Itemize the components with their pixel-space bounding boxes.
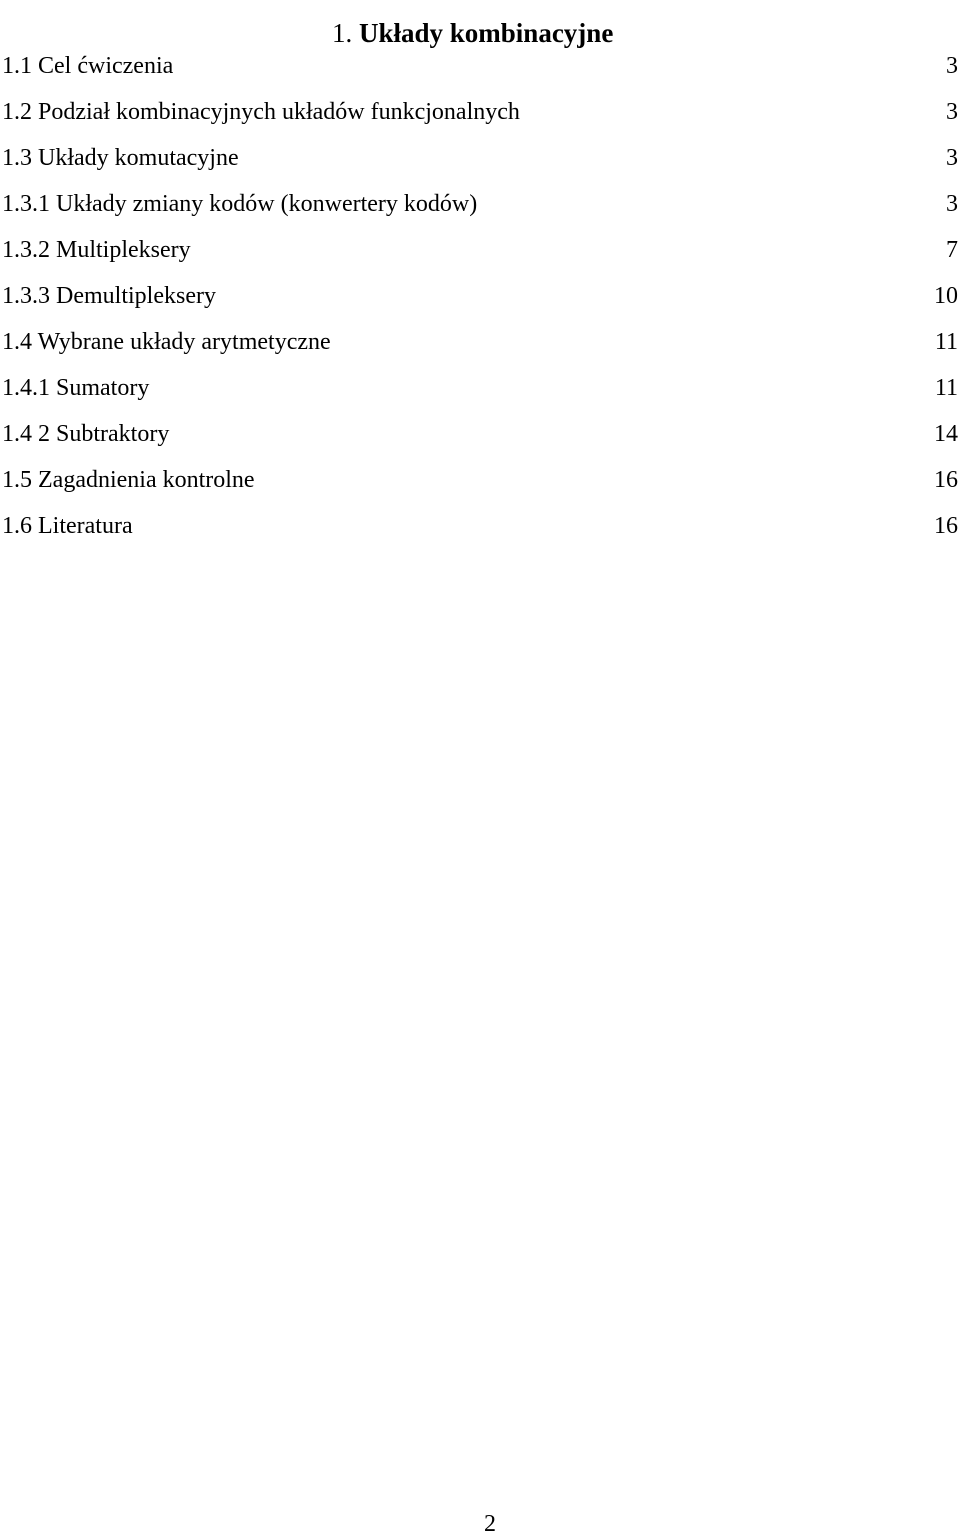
toc-entry[interactable] [2,326,958,372]
toc-entry[interactable] [2,50,958,96]
toc-entry[interactable] [2,280,958,326]
toc-entry-page: 16 [934,513,958,539]
toc-entry[interactable] [2,142,958,188]
toc-entry[interactable] [2,418,958,464]
toc-entry-label: 1.4 2 Subtraktory [2,421,170,447]
chapter-title-text: Układy kombinacyjne [359,18,614,49]
table-of-contents [2,50,958,556]
toc-entry-page: 3 [946,145,958,171]
toc-entry[interactable] [2,510,958,556]
toc-entry-label: 1.1 Cel ćwiczenia [2,53,174,79]
toc-entry-page: 3 [946,191,958,217]
toc-entry-page: 3 [946,99,958,125]
toc-entry[interactable] [2,234,958,280]
toc-entry-label: 1.2 Podział kombinacyjnych układów funkcjonalnych [2,99,520,125]
toc-entry-label: 1.4.1 Sumatory [2,375,150,401]
toc-entry-page: 7 [946,237,958,263]
toc-entry-label: 1.4 Wybrane układy arytmetyczne [2,329,331,355]
toc-entry-page: 11 [934,329,958,355]
toc-entry-page: 11 [934,375,958,401]
toc-entry[interactable] [2,96,958,142]
toc-entry-page: 3 [946,53,958,79]
toc-entry-label: 1.6 Literatura [2,513,133,539]
chapter-title [332,18,613,48]
toc-entry-label: 1.5 Zagadnienia kontrolne [2,467,255,493]
toc-entry-label: 1.3.3 Demultipleksery [2,283,216,309]
toc-entry[interactable] [2,188,958,234]
toc-entry-page: 10 [934,283,958,309]
toc-entry-page: 16 [934,467,958,493]
toc-entry[interactable] [2,464,958,510]
chapter-title-number: 1. [332,18,353,49]
toc-entry-label: 1.3.1 Układy zmiany kodów (konwertery kodów) [2,191,478,217]
toc-entry-label: 1.3 Układy komutacyjne [2,145,239,171]
toc-entry-page: 14 [934,421,958,447]
toc-entry-label: 1.3.2 Multipleksery [2,237,191,263]
page-number: 2 [484,1511,496,1537]
toc-entry[interactable] [2,372,958,418]
